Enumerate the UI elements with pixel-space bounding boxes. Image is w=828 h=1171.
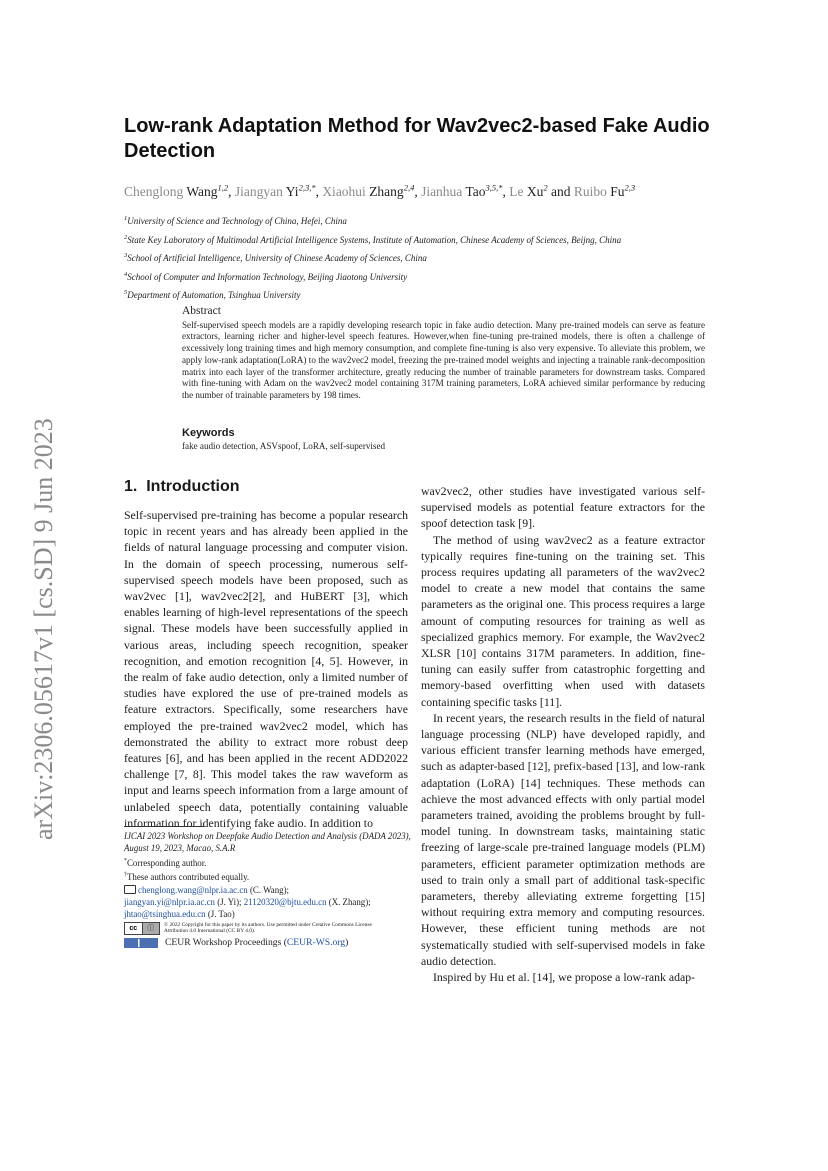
- affiliation: [124, 285, 724, 304]
- author: [124, 184, 235, 199]
- author: [235, 184, 322, 199]
- arxiv-side-stamp: arXiv:2306.05617v1 [cs.SD] 9 Jun 2023: [29, 418, 58, 840]
- affiliation-number: 1: [124, 215, 128, 222]
- affiliation-text: School of Artificial Intelligence, University of Chinese Academy of Sciences, China: [127, 253, 427, 263]
- author-family-name: Yi: [285, 183, 299, 199]
- email-link[interactable]: chenglong.wang@nlpr.ia.ac.cn: [138, 884, 248, 895]
- email-link[interactable]: jhtao@tsinghua.edu.cn: [124, 909, 206, 920]
- affiliation-text: State Key Laboratory of Multimodal Artificial Intelligence Systems, Institute of Automation, Chinese Academy of Sciences, Beijng, China: [127, 234, 622, 245]
- author: [322, 184, 421, 199]
- ceur-row: CEUR Workshop Proceedings ( CEUR-WS.org ): [124, 937, 412, 949]
- author: [574, 184, 635, 199]
- email-line: chenglong.wang@nlpr.ia.ac.cn (C. Wang);: [124, 884, 412, 896]
- paragraph: wav2vec2, other studies have investigated various self-supervised models as potential feature extractors for the spoof detection task [9].: [421, 484, 705, 531]
- license-row: [124, 922, 412, 935]
- author-affiliation-marks: 3,5,*: [485, 182, 503, 192]
- keywords-heading: Keywords: [182, 427, 235, 439]
- copyright-text: © 2022 Copyright for this paper by its authors. Use permitted under Creative Commons License Attribution 4.0 International (CC BY 4.0).: [164, 921, 372, 935]
- footnote-divider: [124, 826, 204, 827]
- affiliation-text: School of Computer and Information Technology, Beijing Jiaotong University: [127, 271, 408, 282]
- keywords-text: fake audio detection, ASVspoof, LoRA, self-supervised: [182, 441, 386, 451]
- author: [421, 184, 509, 199]
- author-separator: ,: [228, 183, 235, 199]
- author-affiliation-marks: 2: [543, 182, 548, 192]
- paper-title: Low-rank Adaptation Method for Wav2vec2-based Fake Audio Detection: [124, 115, 710, 162]
- author-given-name: Chenglong: [124, 183, 184, 199]
- affiliation-number: 5: [124, 289, 128, 296]
- author-affiliation-marks: 1,2: [217, 182, 229, 192]
- email-line: jhtao@tsinghua.edu.cn (J. Tao): [124, 909, 235, 920]
- author-family-name: Tao: [465, 183, 486, 199]
- abstract-text: Self-supervised speech models are a rapidly developing research topic in fake audio detection. Many pre-trained models can serve as feature extractors, learning richer and higher-level speech features. However,when fine-tuning pre-trained models, there is often a challenge of excessively long training times and high memory consumption, and complete fine-tuning is also very expensive. To alleviate this problem, we apply low-rank adaptation(LoRA) to the wav2vec2 model, freezing the pre-trained model weights and injecting a trainable rank-decomposition matrix into each layer of the transformer architecture, greatly reducing the number of trainable parameters for downstream tasks. Compared with fine-tuning with Adam on the wav2vec2 model containing 317M training parameters, LoRA achieved similar performance by reducing the number of trainable parameters by 198 times.: [182, 319, 705, 400]
- ceur-link[interactable]: CEUR-WS.org: [286, 936, 346, 948]
- affiliation: [124, 248, 724, 267]
- author-given-name: Jianhua: [421, 183, 463, 199]
- paragraph: Inspired by Hu et al. [14], we propose a low-rank adap-: [433, 970, 696, 985]
- affiliation: [124, 267, 724, 286]
- author-family-name: Zhang: [369, 183, 404, 199]
- affiliation-text: University of Science and Technology of China, Hefei, China: [127, 216, 347, 226]
- equal-contribution-note: †These authors contributed equally.: [124, 872, 250, 883]
- abstract: [182, 306, 705, 402]
- email-line: jiangyan.yi@nlpr.ia.ac.cn (J. Yi); 21120320@bjtu.edu.cn (X. Zhang);: [124, 896, 371, 907]
- author-list: [124, 178, 724, 201]
- author-affiliation-marks: 2,3,*: [298, 182, 316, 192]
- affiliation-number: 3: [124, 252, 128, 259]
- affiliation-number: 4: [124, 270, 128, 278]
- author-given-name: Jiangyan: [234, 183, 283, 199]
- email-link[interactable]: jiangyan.yi@nlpr.ia.ac.cn: [124, 896, 215, 907]
- author-given-name: Le: [509, 183, 524, 199]
- author-affiliation-marks: 2,4: [403, 182, 415, 192]
- affiliation-list: [124, 211, 724, 304]
- paragraph: In recent years, the research results in the field of natural language processing (NLP) have developed rapidly, and various efficient transfer learning methods have emerged, such as adapter-based [12], prefix-based [13], and low-rank adaptation (LoRA) [14] techniques. These methods can achieve the most advanced effects with only partial model parameters trained, avoiding the problems brought by full-model tuning. In downstream tasks, maintaining static freezing of large-scale pre-trained language models (PLM) parameters, efficient parameter optimization methods are used to train only a small part of additional task-specific parameters, thereby alleviating extreme forgetting [15] without requiring extra memory and computing resources. However, these efficient tuning methods are not systematically studied with self-supervised models in fake audio detection.: [421, 710, 705, 968]
- affiliation: [124, 230, 724, 249]
- author-separator: and: [547, 183, 574, 199]
- corresponding-note: *Corresponding author.: [124, 857, 207, 868]
- author-family-name: Fu: [610, 183, 625, 199]
- envelope-icon: [124, 885, 136, 894]
- email-link[interactable]: 21120320@bjtu.edu.cn: [243, 896, 327, 907]
- author-given-name: Xiaohui: [322, 183, 366, 199]
- author-family-name: Xu: [526, 183, 544, 199]
- author-affiliation-marks: 2,3: [624, 182, 636, 192]
- venue-note: IJCAI 2023 Workshop on Deepfake Audio Detection and Analysis (DADA 2023), August 19, 2023, Macao, S.A.R: [124, 831, 411, 854]
- ceur-logo-icon: [124, 938, 158, 948]
- paragraph: Self-supervised pre-training has become a popular research topic in recent years and has already been applied in the fields of natural language processing and computer vision. In the domain of speech processing, numerous self-supervised speech models have been proposed, such as wav2vec [1], wav2vec2[2], and HuBERT [3], which enables learning of high-level representations of the speech signal. These models have been successfully applied in various areas, including speech recognition, speaker recognition, and emotion recognition [4, 5]. However, in the realm of fake audio detection, only a limited number of studies have explored the use of pre-trained models as feature extractors. Specifically, some researchers have employed the pre-trained wav2vec2 model, which has demonstrated the ability to extract more robust deep features [6], and has been applied in the recent ADD2022 challenge [7, 8]. This model takes the raw waveform as input and learns speech information from a large amount of unlabeled speech data, potentially containing valuable information for identifying fake audio. In addition to: [124, 508, 408, 830]
- affiliation-number: 2: [124, 233, 128, 241]
- paragraph: The method of using wav2vec2 as a feature extractor typically requires fine-tuning on the training set. This process requires updating all parameters of the wav2vec2 model to create a new model that contains the same parameters as the original one. This process requires a large amount of computing resources for training as well as specialized graphics memory. For example, the Wav2vec2 XLSR [10] contains 317M parameters. In addition, fine-tuning can easily suffer from catastrophic forgetting and memory-based overfitting when used with datasets containing specific tasks [11].: [421, 532, 705, 709]
- left-column: [124, 507, 408, 831]
- abstract-heading: Abstract: [182, 305, 221, 317]
- section-number: 1.: [124, 478, 138, 495]
- author-separator: ,: [315, 183, 323, 199]
- cc-license-icon: cc ⓘ: [124, 922, 160, 935]
- right-column: [421, 483, 705, 985]
- author: [509, 184, 574, 199]
- author-family-name: Wang: [186, 183, 218, 199]
- section-heading-introduction: [124, 478, 240, 496]
- affiliation: [124, 211, 724, 230]
- author-given-name: Ruibo: [573, 183, 607, 199]
- footnotes: [124, 830, 412, 949]
- author-separator: ,: [414, 183, 422, 199]
- author-separator: ,: [502, 183, 510, 199]
- affiliation-text: Department of Automation, Tsinghua University: [127, 290, 301, 300]
- section-title: Introduction: [146, 478, 240, 495]
